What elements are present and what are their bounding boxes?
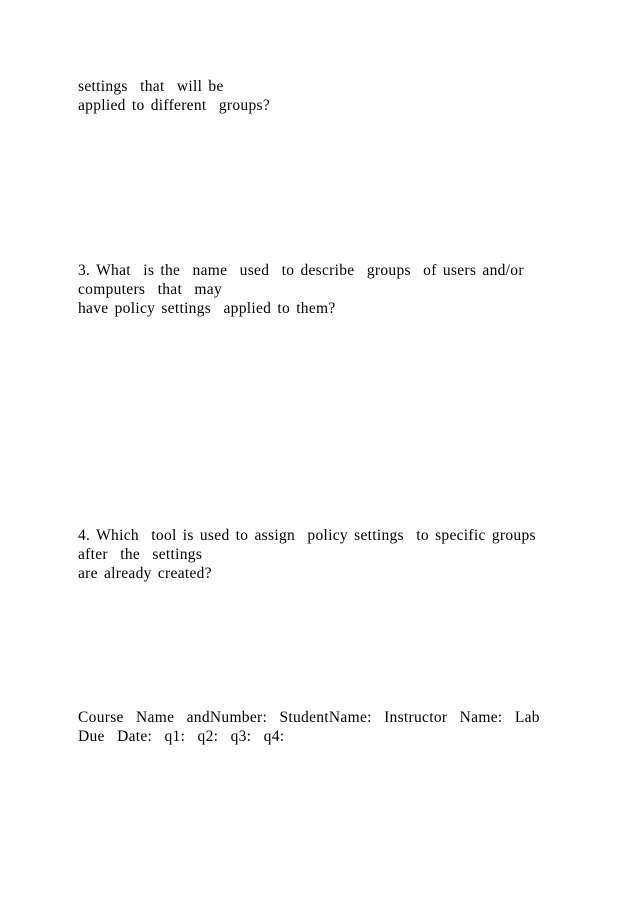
question-2-continuation — [78, 77, 598, 115]
submission-info — [78, 708, 598, 746]
text-line: after the settings — [78, 546, 203, 563]
text-line: 3. What is the name used to describe groups of users and/or — [78, 262, 524, 279]
question-3 — [78, 261, 598, 318]
text-line: are already created? — [78, 565, 212, 582]
text-line: settings that will be — [78, 78, 224, 95]
text-line: have policy settings applied to them? — [78, 300, 336, 317]
text-line: 4. Which tool is used to assign policy settings to specific groups — [78, 527, 536, 544]
text-line: computers that may — [78, 281, 222, 298]
text-line: Due Date: q1: q2: q3: q4: — [78, 728, 285, 745]
text-line: Course Name andNumber: StudentName: Instructor Name: Lab — [78, 709, 540, 726]
question-4 — [78, 526, 598, 583]
text-line: applied to different groups? — [78, 97, 271, 114]
